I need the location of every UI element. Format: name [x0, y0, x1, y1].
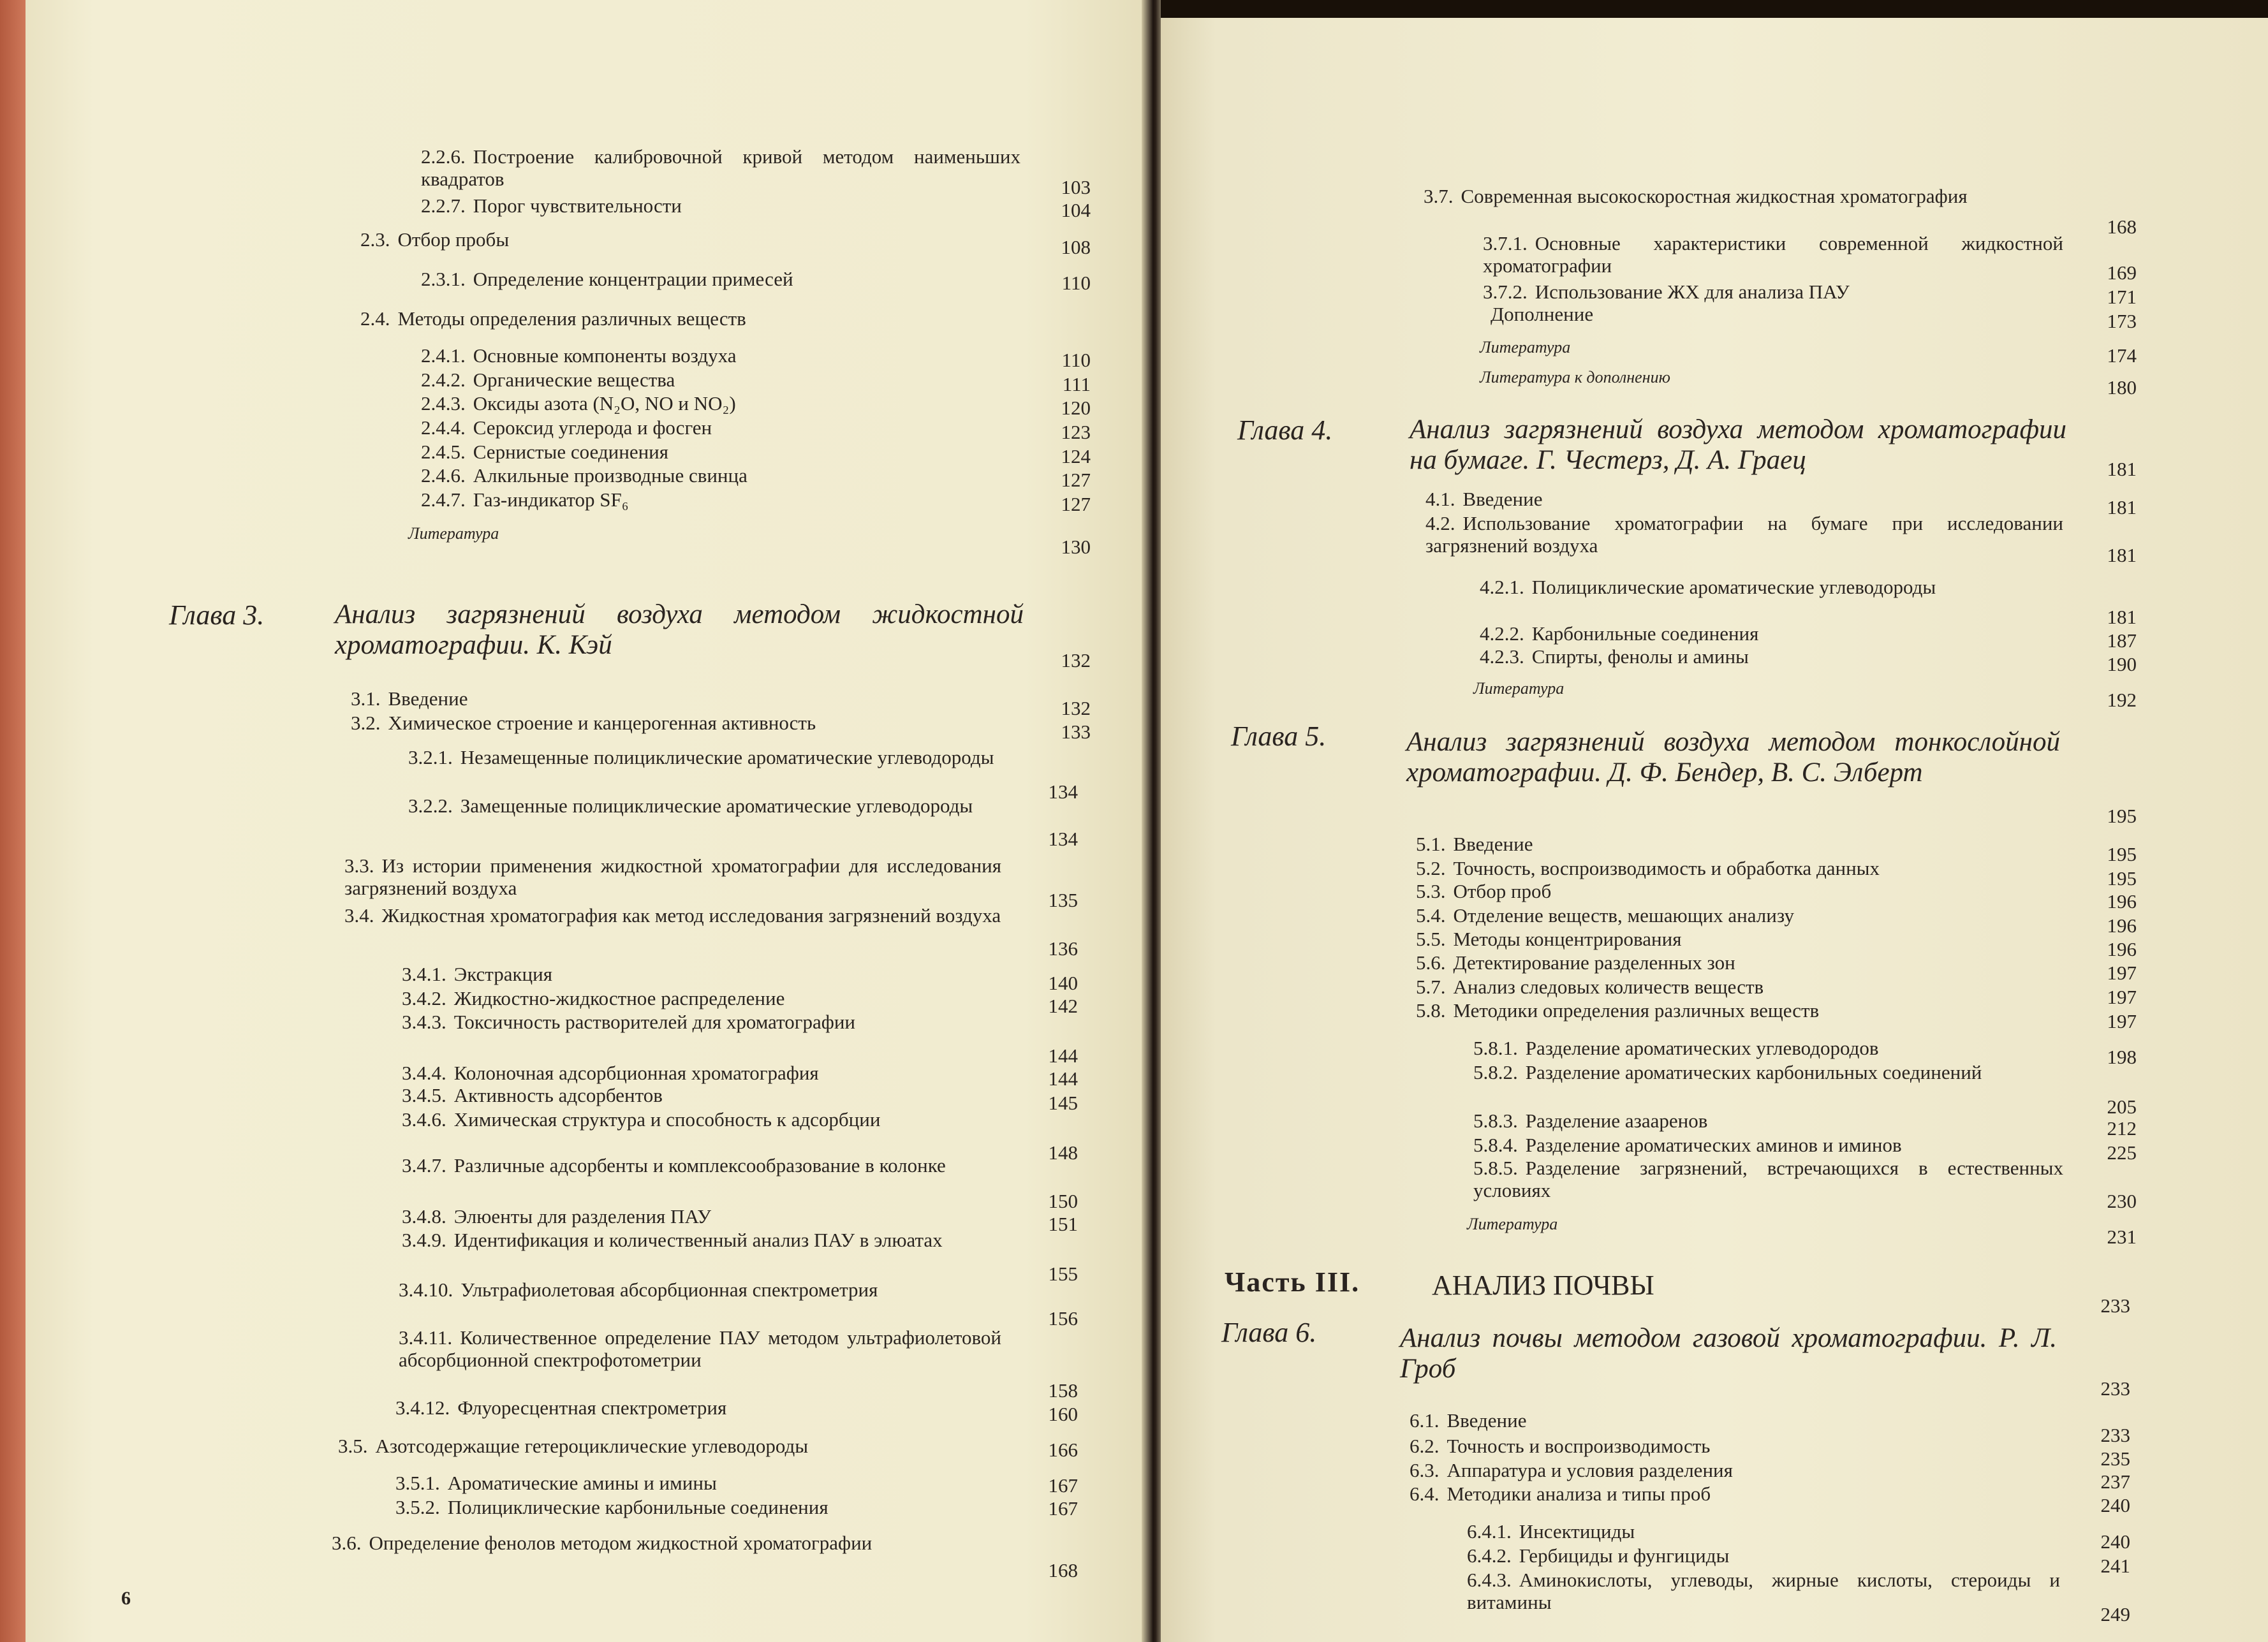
toc-page: 230 [2107, 1190, 2137, 1212]
toc-page: 148 [1048, 1141, 1078, 1164]
toc-page: 171 [2107, 286, 2137, 308]
toc-page: 181 [2107, 496, 2137, 518]
toc-page: 132 [1061, 697, 1091, 719]
toc-entry: 3.4.12. Флуоресцентная спектрометрия [395, 1396, 727, 1419]
part-title: АНАЛИЗ ПОЧВЫ [1432, 1270, 1654, 1301]
toc-entry: 4.2.1. Полициклические ароматические углеводороды [1480, 576, 1936, 598]
toc-entry: 6.2. Точность и воспроизводимость [1410, 1435, 1711, 1457]
toc-page: 197 [2107, 962, 2137, 984]
toc-entry: 3.2.2. Замещенные полициклические ароматические углеводороды [408, 795, 973, 817]
toc-entry: 6.1. Введение [1410, 1409, 1527, 1432]
toc-page: 142 [1048, 995, 1078, 1017]
toc-page: 133 [1061, 721, 1091, 743]
toc-page: 181 [2107, 544, 2137, 566]
toc-entry: 5.8.4. Разделение ароматических аминов и иминов [1473, 1134, 1902, 1156]
toc-page: 145 [1048, 1092, 1078, 1114]
toc-entry: 5.8.2. Разделение ароматических карбонильных соединений [1473, 1061, 1982, 1083]
toc-page: 167 [1048, 1497, 1078, 1520]
toc-page: 241 [2100, 1555, 2130, 1577]
toc-entry: 5.2. Точность, воспроизводимость и обработка данных [1416, 857, 1880, 879]
toc-entry: 4.2. Использование хроматографии на бумаге при исследовании загрязнений воздуха [1425, 512, 2063, 557]
toc-page: 134 [1048, 781, 1078, 803]
toc-entry: 4.2.2. Карбонильные соединения [1480, 622, 1759, 645]
toc-page: 181 [2107, 458, 2137, 480]
toc-page: 187 [2107, 629, 2137, 652]
toc-entry: 5.1. Введение [1416, 833, 1533, 855]
toc-page: 195 [2107, 867, 2137, 890]
toc-page: 168 [1048, 1559, 1078, 1581]
toc-entry: 2.4.7. Газ-индикатор SF₆ [421, 488, 629, 511]
toc-page: 140 [1048, 972, 1078, 994]
toc-entry: 3.4.10. Ультрафиолетовая абсорбционная спектрометрия [399, 1279, 878, 1301]
toc-entry: 3.4.5. Активность адсорбентов [402, 1084, 663, 1106]
toc-page: 127 [1061, 469, 1091, 491]
chapter-title: Анализ почвы методом газовой хроматографии. Р. Л. Гроб [1400, 1323, 2057, 1384]
toc-entry: 3.7.2. Использование ЖХ для анализа ПАУ [1483, 281, 1850, 303]
toc-entry: 2.4.4. Сероксид углерода и фосген [421, 416, 712, 439]
toc-entry: 5.3. Отбор проб [1416, 880, 1552, 902]
toc-page: 196 [2107, 914, 2137, 937]
toc-page: 127 [1061, 493, 1091, 515]
toc-entry: 2.4.5. Сернистые соединения [421, 441, 669, 463]
toc-entry: 6.4.1. Инсектициды [1467, 1520, 1635, 1543]
toc-page: 249 [2100, 1603, 2130, 1625]
right-page [1161, 0, 2268, 1642]
toc-entry: 6.4.3. Аминокислоты, углеводы, жирные кислоты, стероиды и витамины [1467, 1569, 2060, 1613]
toc-entry: 3.4.4. Колоночная адсорбционная хроматография [402, 1062, 819, 1084]
toc-entry: 3.3. Из истории применения жидкостной хроматографии для исследования загрязнений воздуха [344, 854, 1001, 899]
toc-page: 190 [2107, 653, 2137, 675]
toc-entry: 3.7. Современная высокоскоростная жидкостная хроматография [1424, 185, 1968, 207]
chapter-title: Анализ загрязнений воздуха методом жидкостной хроматографии. К. Кэй [335, 599, 1024, 660]
toc-page: 181 [2107, 606, 2137, 628]
toc-page: 235 [2100, 1448, 2130, 1470]
toc-page: 166 [1048, 1439, 1078, 1461]
toc-page: 136 [1048, 937, 1078, 960]
toc-page: 160 [1048, 1403, 1078, 1425]
toc-entry: 5.6. Детектирование разделенных зон [1416, 951, 1735, 974]
toc-entry: 5.7. Анализ следовых количеств веществ [1416, 976, 1764, 998]
toc-entry: 6.4. Методики анализа и типы проб [1410, 1483, 1711, 1505]
toc-entry: 3.2.1. Незамещенные полициклические ароматические углеводороды [408, 746, 994, 768]
toc-page: 134 [1048, 828, 1078, 850]
toc-entry: 5.5. Методы концентрирования [1416, 928, 1682, 950]
toc-page: 174 [2107, 344, 2137, 367]
toc-entry: 3.5. Азотсодержащие гетероциклические углеводороды [338, 1435, 809, 1457]
toc-entry: 3.4.3. Токсичность растворителей для хроматографии [402, 1011, 855, 1033]
toc-page: 173 [2107, 310, 2137, 332]
toc-entry: 2.4.1. Основные компоненты воздуха [421, 344, 737, 367]
toc-page: 151 [1048, 1213, 1078, 1235]
toc-page: 212 [2107, 1117, 2137, 1140]
toc-entry: 2.2.6. Построение калибровочной кривой методом наименьших квадратов [421, 145, 1020, 190]
chapter-label: Глава 4. [1237, 414, 1333, 446]
toc-page: 198 [2107, 1046, 2137, 1068]
toc-page: 195 [2107, 805, 2137, 827]
toc-entry: 3.4.7. Различные адсорбенты и комплексообразование в колонке [402, 1154, 946, 1177]
toc-page: 111 [1062, 373, 1091, 395]
part-label: Часть III. [1225, 1266, 1360, 1298]
toc-page: 197 [2107, 986, 2137, 1008]
toc-page: 104 [1061, 199, 1091, 221]
toc-page: 197 [2107, 1010, 2137, 1032]
toc-page: 237 [2100, 1470, 2130, 1493]
toc-page: 144 [1048, 1067, 1078, 1090]
toc-page: 110 [1061, 349, 1091, 371]
toc-entry: 3.4.8. Элюенты для разделения ПАУ [402, 1205, 712, 1228]
toc-page: 110 [1061, 272, 1091, 294]
toc-page: 124 [1061, 445, 1091, 467]
toc-page: 158 [1048, 1379, 1078, 1402]
toc-page: 240 [2100, 1494, 2130, 1516]
chapter-label: Глава 5. [1231, 721, 1327, 752]
toc-page: 196 [2107, 890, 2137, 913]
toc-entry: 3.4.2. Жидкостно-жидкостное распределение [402, 987, 785, 1009]
literature-entry: Литература [408, 524, 499, 543]
toc-entry: 6.3. Аппаратура и условия разделения [1410, 1459, 1733, 1481]
toc-entry: 2.4.2. Органические вещества [421, 369, 675, 391]
toc-entry: 2.3.1. Определение концентрации примесей [421, 268, 793, 290]
toc-page: 233 [2100, 1377, 2130, 1400]
toc-entry: 4.2.3. Спирты, фенолы и амины [1480, 645, 1749, 668]
toc-page: 144 [1048, 1045, 1078, 1067]
toc-entry: 3.4.6. Химическая структура и способность к адсорбции [402, 1108, 881, 1131]
toc-page: 231 [2107, 1226, 2137, 1248]
toc-entry: 3.5.2. Полициклические карбонильные соединения [395, 1496, 828, 1518]
toc-entry: 2.4.6. Алкильные производные свинца [421, 464, 747, 487]
toc-page: 108 [1061, 236, 1091, 258]
toc-entry: 5.4. Отделение веществ, мешающих анализу [1416, 904, 1794, 927]
toc-page: 225 [2107, 1141, 2137, 1164]
toc-page: 123 [1061, 421, 1091, 443]
chapter-title: Анализ загрязнений воздуха методом тонкослойной хроматографии. Д. Ф. Бендер, В. С. Элберт [1406, 727, 2060, 788]
toc-page: 233 [2100, 1294, 2130, 1317]
toc-entry: 2.3. Отбор пробы [360, 228, 510, 251]
toc-page: 169 [2107, 261, 2137, 284]
toc-entry: 5.8.1. Разделение ароматических углеводородов [1473, 1037, 1879, 1059]
toc-entry: 5.8.5. Разделение загрязнений, встречающихся в естественных условиях [1473, 1157, 2063, 1201]
toc-entry: 2.4.3. Оксиды азота (N₂O, NO и NO₂) [421, 392, 736, 414]
toc-entry: 3.1. Введение [351, 687, 468, 710]
toc-page: 240 [2100, 1530, 2130, 1553]
chapter-title: Анализ загрязнений воздуха методом хроматографии на бумаге. Г. Честерз, Д. А. Граец [1410, 414, 2066, 475]
literature-entry: Литература [1480, 338, 1571, 356]
toc-entry: 2.2.7. Порог чувствительности [421, 194, 682, 217]
toc-entry: Дополнение [1491, 303, 1594, 325]
toc-page: 233 [2100, 1424, 2130, 1446]
toc-page: 130 [1061, 536, 1091, 558]
toc-page: 195 [2107, 843, 2137, 865]
toc-entry: 3.2. Химическое строение и канцерогенная активность [351, 712, 816, 734]
toc-page: 150 [1048, 1190, 1078, 1212]
toc-page: 155 [1048, 1263, 1078, 1285]
toc-page: 103 [1061, 176, 1091, 198]
toc-entry: 3.4.1. Экстракция [402, 963, 552, 985]
toc-entry: 3.4. Жидкостная хроматография как метод исследования загрязнений воздуха [344, 904, 1001, 927]
toc-page: 132 [1061, 649, 1091, 671]
toc-entry: 2.4. Методы определения различных веществ [360, 307, 746, 330]
toc-page: 192 [2107, 689, 2137, 711]
toc-entry: 5.8. Методики определения различных веществ [1416, 999, 1820, 1022]
chapter-label: Глава 6. [1221, 1317, 1317, 1348]
toc-page: 196 [2107, 938, 2137, 960]
toc-entry: 4.1. Введение [1425, 488, 1543, 510]
toc-page: 120 [1061, 397, 1091, 419]
literature-entry: Литература [1467, 1215, 1558, 1233]
toc-page: 167 [1048, 1474, 1078, 1497]
toc-page: 180 [2107, 376, 2137, 399]
page-top-shadow [1161, 0, 2268, 18]
toc-entry: 3.6. Определение фенолов методом жидкостной хроматографии [332, 1532, 873, 1554]
toc-page: 205 [2107, 1096, 2137, 1118]
toc-page: 168 [2107, 216, 2137, 238]
toc-entry: 3.4.11. Количественное определение ПАУ методом ультрафиолетовой абсорбционной спектрофотометрии [399, 1326, 1001, 1371]
toc-entry: 5.8.3. Разделение азааренов [1473, 1110, 1708, 1132]
toc-entry: 6.4.2. Гербициды и фунгициды [1467, 1544, 1730, 1567]
literature-entry: Литература к дополнению [1480, 368, 1670, 386]
chapter-label: Глава 3. [169, 599, 265, 631]
toc-page: 135 [1048, 889, 1078, 911]
literature-entry: Литература [1473, 679, 1565, 698]
toc-entry: 3.7.1. Основные характеристики современной жидкостной хроматографии [1483, 232, 2063, 277]
toc-entry: 3.4.9. Идентификация и количественный анализ ПАУ в элюатах [402, 1229, 943, 1251]
toc-entry: 3.5.1. Ароматические амины и имины [395, 1472, 717, 1494]
toc-page: 156 [1048, 1307, 1078, 1330]
page-number: 6 [121, 1588, 131, 1609]
left-page [26, 0, 1161, 1642]
